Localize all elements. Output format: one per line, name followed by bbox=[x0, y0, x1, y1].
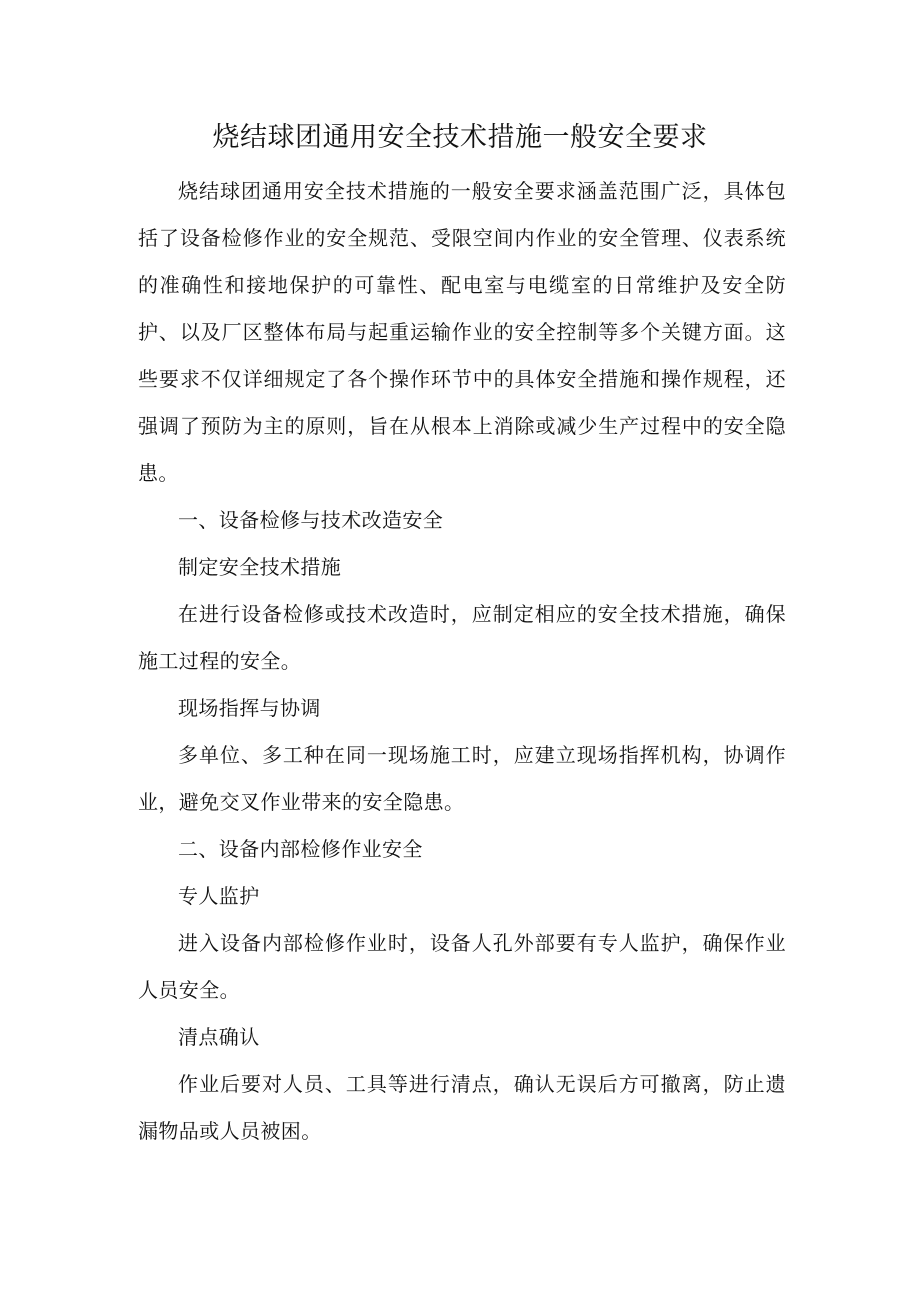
section-1-sub-2-paragraph: 多单位、多工种在同一现场施工时，应建立现场指挥机构，协调作业，避免交叉作业带来的安全隐患。 bbox=[138, 743, 786, 814]
section-1-sub-2-heading: 现场指挥与协调 bbox=[178, 696, 321, 720]
section-1-sub-1-heading: 制定安全技术措施 bbox=[178, 555, 342, 579]
section-2-sub-2-heading: 清点确认 bbox=[178, 1025, 260, 1049]
section-2-sub-2-paragraph: 作业后要对人员、工具等进行清点，确认无误后方可撤离，防止遗漏物品或人员被困。 bbox=[138, 1072, 786, 1143]
document-body bbox=[138, 168, 786, 1155]
section-2-sub-1-paragraph: 进入设备内部检修作业时，设备人孔外部要有专人监护，确保作业人员安全。 bbox=[138, 931, 786, 1002]
section-2-heading: 二、设备内部检修作业安全 bbox=[178, 837, 423, 861]
section-1-heading: 一、设备检修与技术改造安全 bbox=[178, 508, 444, 532]
section-2-sub-1-heading: 专人监护 bbox=[178, 884, 260, 908]
document-title: 烧结球团通用安全技术措施一般安全要求 bbox=[212, 122, 708, 153]
intro-paragraph: 烧结球团通用安全技术措施的一般安全要求涵盖范围广泛，具体包括了设备检修作业的安全规范、受限空间内作业的安全管理、仪表系统的准确性和接地保护的可靠性、配电室与电缆室的日常维护及安全防护、以及厂区整体布局与起重运输作业的安全控制等多个关键方面。这些要求不仅详细规定了各个操作环节中的具体安全措施和操作规程，还强调了预防为主的原则，旨在从根本上消除或减少生产过程中的安全隐患。 bbox=[138, 179, 786, 485]
section-1-sub-1-paragraph: 在进行设备检修或技术改造时，应制定相应的安全技术措施，确保施工过程的安全。 bbox=[138, 602, 786, 673]
